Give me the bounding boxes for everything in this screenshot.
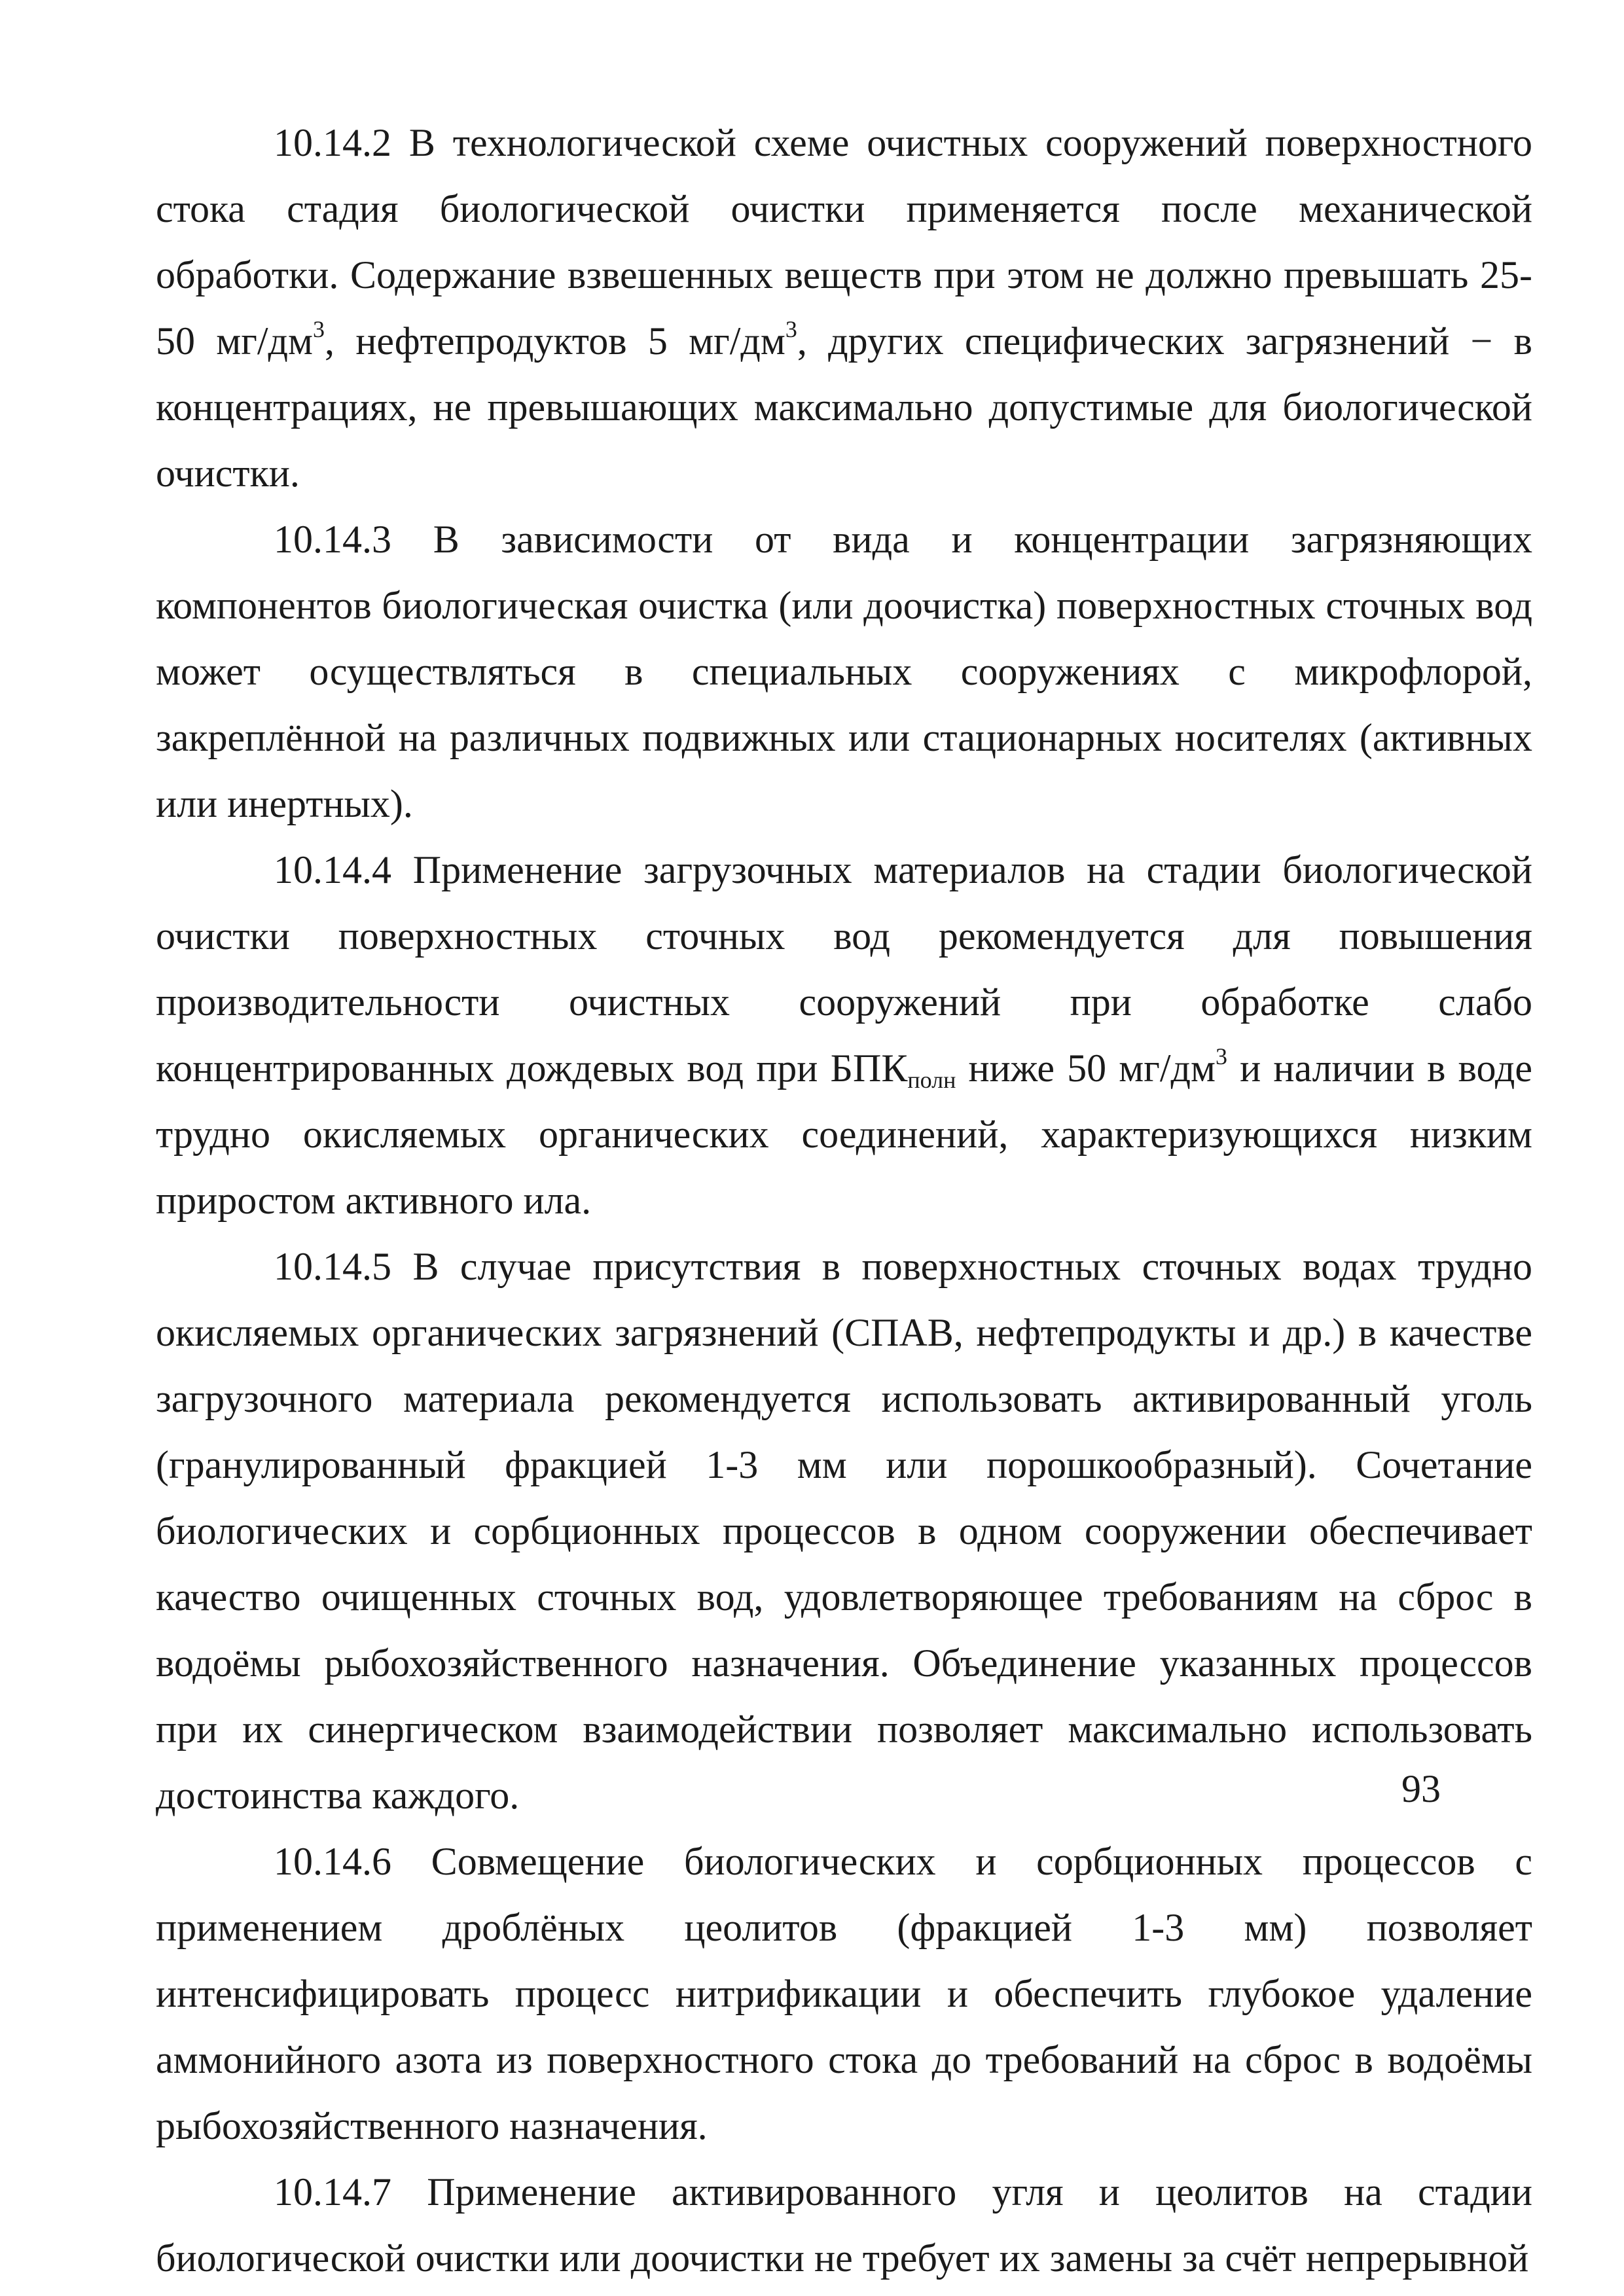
paragraph-10-14-2	[156, 110, 1532, 507]
paragraph-text: и наличии в воде трудно окисляемых органических соединений, характеризующихся низким приростом активного ила.	[156, 1047, 1532, 1222]
paragraph-text: , других специфических загрязнений − в концентрациях, не превышающих максимально допустимые для биологической очистки.	[156, 319, 1532, 495]
subscript: полн	[907, 1067, 956, 1093]
paragraph-10-14-3	[156, 507, 1532, 837]
paragraph-text: 10.14.2 В технологической схеме очистных сооружений поверхностного стока стадия биологической очистки применяется после механической обработки. Содержание взвешенных веществ при этом не должно превышать 25-50 мг/дм	[156, 121, 1532, 363]
superscript: 3	[313, 316, 325, 342]
superscript: 3	[1216, 1043, 1227, 1069]
page-number: 93	[1401, 1767, 1441, 1810]
paragraph-text: 10.14.7 Применение активированного угля и цеолитов на стадии биологической очистки или доочистки не требует их замены за счёт непрерывной	[156, 2170, 1532, 2280]
paragraph-text: 10.14.6 Совмещение биологических и сорбционных процессов с применением дроблёных цеолитов (фракцией 1-3 мм) позволяет интенсифицировать процесс нитрификации и обеспечить глубокое удаление аммонийного азота из поверхностного стока до требований на сброс в водоёмы рыбохозяйственного назначения.	[156, 1840, 1532, 2147]
paragraph-10-14-5	[156, 1234, 1532, 1829]
paragraph-text: 10.14.3 В зависимости от вида и концентрации загрязняющих компонентов биологическая очистка (или доочистка) поверхностных сточных вод может осуществляться в специальных сооружениях с микрофлорой, закреплённой на различных подвижных или стационарных носителях (активных или инертных).	[156, 518, 1532, 825]
paragraph-10-14-6	[156, 1829, 1532, 2159]
paragraph-10-14-7	[156, 2159, 1532, 2291]
paragraph-10-14-4	[156, 837, 1532, 1234]
document-page	[156, 110, 1532, 2291]
paragraph-text: 10.14.4 Применение загрузочных материалов на стадии биологической очистки поверхностных сточных вод рекомендуется для повышения производительности очистных сооружений при обработке слабо концентрированных дождевых вод при БПК	[156, 848, 1532, 1090]
superscript: 3	[785, 316, 797, 342]
paragraph-text: ниже 50 мг/дм	[956, 1047, 1216, 1090]
paragraph-text: , нефтепродуктов 5 мг/дм	[325, 319, 785, 363]
paragraph-text: 10.14.5 В случае присутствия в поверхностных сточных водах трудно окисляемых органических загрязнений (СПАВ, нефтепродукты и др.) в качестве загрузочного материала рекомендуется использовать активированный уголь (гранулированный фракцией 1-3 мм или порошкообразный). Сочетание биологических и сорбционных процессов в одном сооружении обеспечивает качество очищенных сточных вод, удовлетворяющее требованиям на сброс в водоёмы рыбохозяйственного назначения. Объединение указанных процессов при их синергическом взаимодействии позволяет максимально использовать достоинства каждого.	[156, 1245, 1532, 1817]
